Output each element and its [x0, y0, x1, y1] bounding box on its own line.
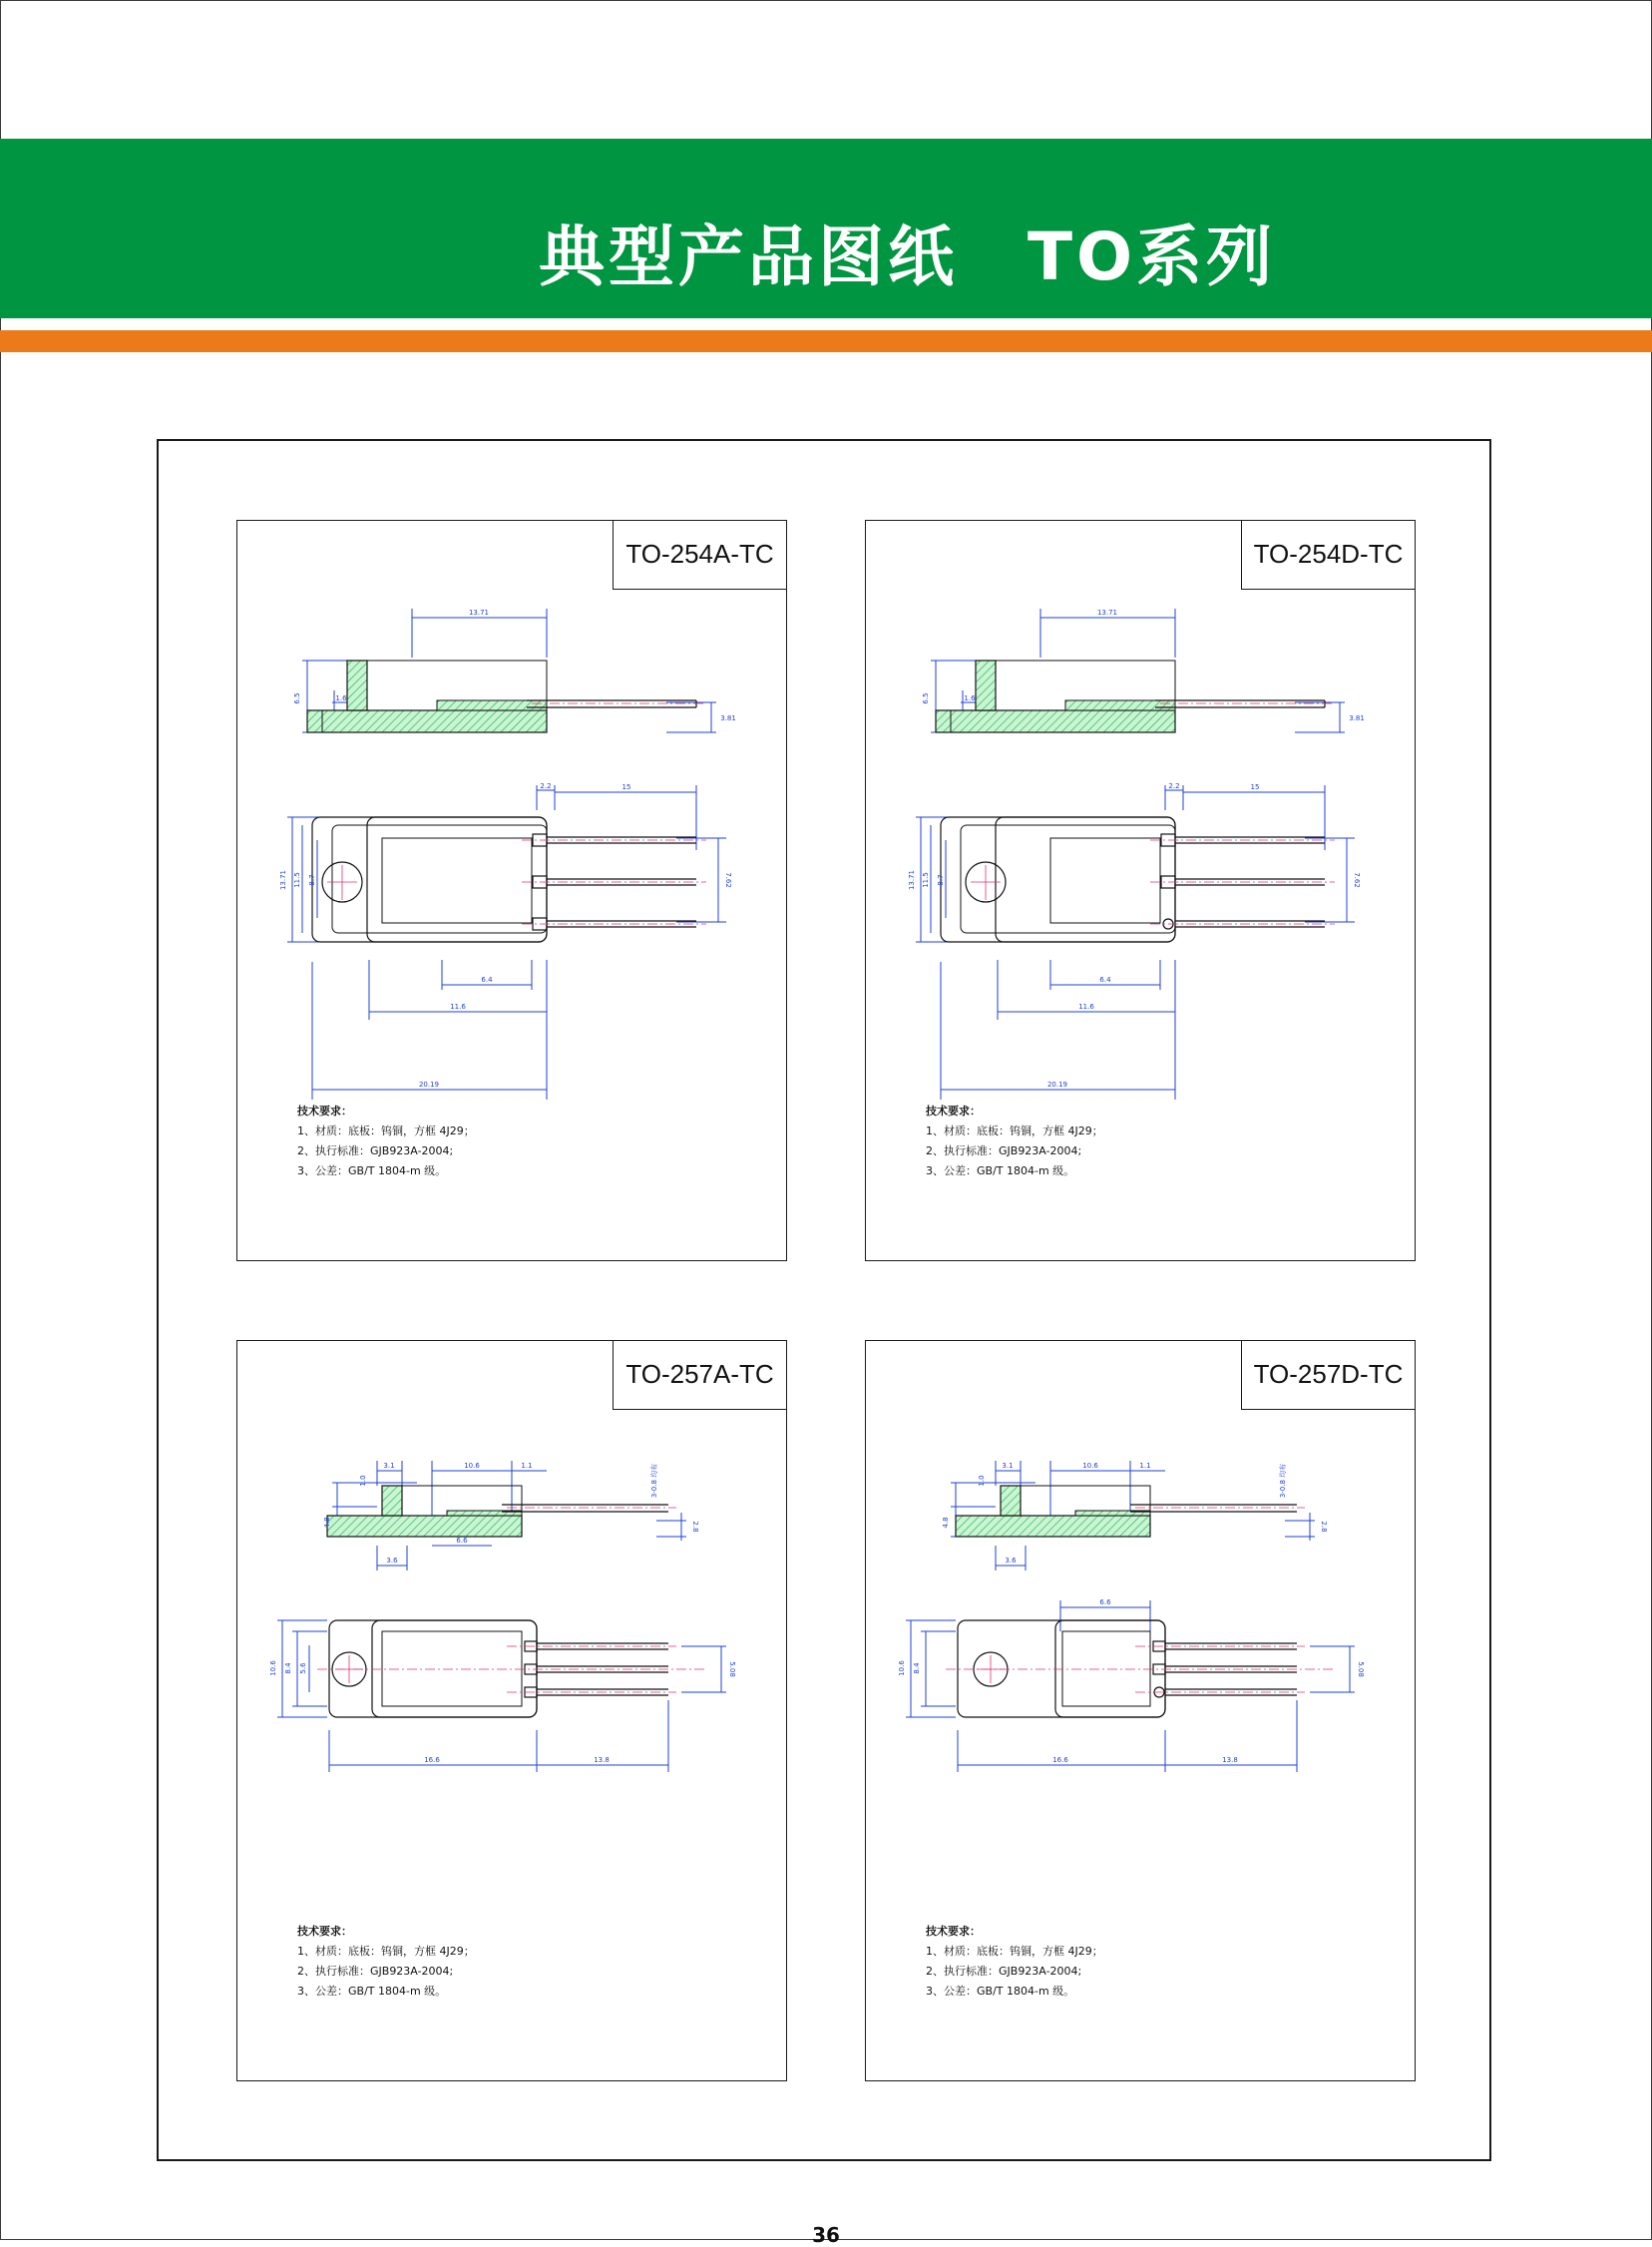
tech-requirement-line: 2、执行标准：GJB923A-2004;: [297, 1144, 454, 1157]
dim-top-c: 1.1: [1139, 1462, 1151, 1470]
tech-requirement-line: 1、材质：底板：钨铜，方框 4J29；: [297, 1124, 475, 1137]
dim-total: 20.19: [418, 1081, 440, 1089]
dim-height: 6.5: [922, 692, 930, 704]
tech-requirements: [297, 1922, 475, 2002]
dim-b: 11.6: [1078, 1003, 1094, 1011]
dim-pin-gap: 2.2: [540, 782, 552, 790]
dim-hole-h: 8.7: [937, 874, 945, 886]
tech-requirement-line: 3、公差：GB/T 1804-m 级。: [926, 1985, 1075, 1998]
dim-total: 16.6: [424, 1756, 440, 1764]
dim-top-a: 1.0: [359, 1475, 367, 1487]
drawing-to-257a-tc: [236, 1340, 787, 2081]
dim-width: 13.71: [1096, 609, 1118, 617]
tech-requirements-title: 技术要求：: [297, 1925, 352, 1938]
dim-pin-len: 15: [1250, 783, 1260, 791]
drawing-to-257d-tc: [865, 1340, 1416, 2081]
tech-requirement-line: 2、执行标准：GJB923A-2004;: [926, 1144, 1082, 1157]
dim-base-w: 3.6: [386, 1557, 398, 1565]
tech-requirement-line: 3、公差：GB/T 1804-m 级。: [297, 1985, 447, 1998]
dim-pin-gap: 2.2: [1168, 782, 1180, 790]
dim-pitch: 5.08: [728, 1661, 736, 1677]
dim-top-b: 3.1: [1002, 1462, 1014, 1470]
dim-pin-h: 3.81: [1349, 714, 1365, 722]
dim-body-h: 13.71: [908, 869, 916, 891]
dim-inner-h: 8.4: [284, 1662, 292, 1674]
dim-width: 13.71: [468, 609, 490, 617]
drawing-title: TO-257D-TC: [1241, 1340, 1416, 1410]
dim-inner-h: 8.4: [913, 1662, 921, 1674]
tech-requirements-title: 技术要求：: [926, 1105, 981, 1118]
dim-side-h: 4.8: [942, 1517, 950, 1529]
tech-requirements: [926, 1102, 1103, 1181]
dim-height: 6.5: [293, 692, 301, 704]
dim-hole-h: 8.7: [308, 874, 316, 886]
dim-top-c: 1.1: [521, 1462, 533, 1470]
dim-step-w: 6.6: [456, 1537, 468, 1545]
tech-requirement-line: 1、材质：底板：钨铜，方框 4J29；: [926, 1124, 1103, 1137]
drawing-to-254a-tc: [236, 520, 787, 1261]
dim-pitch: 7.62: [1353, 872, 1361, 888]
drawing-to-254d-tc: [865, 520, 1416, 1261]
dim-base: 1.6: [335, 694, 347, 702]
dim-pitch: 5.08: [1357, 1661, 1365, 1677]
tech-requirements-title: 技术要求：: [926, 1925, 981, 1938]
dim-inner-w: 6.6: [1099, 1598, 1111, 1606]
dim-a: 6.4: [1099, 976, 1111, 984]
dim-body-h: 10.6: [269, 1660, 277, 1676]
dim-top-b: 3.1: [383, 1462, 395, 1470]
dim-base: 1.6: [964, 694, 976, 702]
orange-accent-bar: [0, 330, 1652, 352]
page-title: 典型产品图纸 TO系列: [539, 219, 1277, 295]
drawing-title: TO-254A-TC: [613, 520, 787, 590]
dim-pin-len: 13.8: [594, 1756, 610, 1764]
tech-requirements: [297, 1102, 475, 1181]
dim-total: 16.6: [1052, 1756, 1068, 1764]
dim-total: 20.19: [1046, 1081, 1068, 1089]
dim-pin-len: 15: [621, 783, 631, 791]
dim-top-w: 10.6: [464, 1462, 480, 1470]
tech-requirement-line: 1、材质：底板：钨铜，方框 4J29；: [297, 1945, 475, 1958]
drawing-title: TO-257A-TC: [613, 1340, 787, 1410]
dim-body-h: 13.71: [279, 869, 287, 891]
dim-pin-len: 13.8: [1222, 1756, 1238, 1764]
tech-requirement-line: 2、执行标准：GJB923A-2004;: [297, 1965, 454, 1978]
dim-inner-h: 11.5: [293, 872, 301, 888]
dim-pin-h: 2.8: [691, 1521, 699, 1533]
drawing-title: TO-254D-TC: [1241, 520, 1416, 590]
dim-pin-h: 2.8: [1320, 1521, 1328, 1533]
dim-top-a: 1.0: [978, 1475, 986, 1487]
page-number: 36: [812, 2223, 840, 2247]
dim-b: 11.6: [450, 1003, 466, 1011]
tech-requirement-line: 1、材质：底板：钨铜，方框 4J29；: [926, 1945, 1103, 1958]
tech-requirements-title: 技术要求：: [297, 1105, 352, 1118]
tech-requirement-line: 2、执行标准：GJB923A-2004;: [926, 1965, 1082, 1978]
tech-requirement-line: 3、公差：GB/T 1804-m 级。: [297, 1164, 447, 1177]
dim-pitch: 7.62: [724, 872, 732, 888]
dim-top-w: 10.6: [1082, 1462, 1098, 1470]
dim-side-h: 4.8: [323, 1517, 331, 1529]
tech-requirements: [926, 1922, 1103, 2002]
dim-pins-note: 3-0.8 均布: [650, 1463, 658, 1499]
dim-pin-h: 3.81: [720, 714, 736, 722]
dim-pins-note: 3-0.8 均布: [1279, 1463, 1287, 1499]
dim-a: 6.4: [481, 976, 493, 984]
dim-base-w: 3.6: [1005, 1557, 1017, 1565]
dim-hole-h: 5.6: [299, 1662, 307, 1674]
drawings-frame: [157, 439, 1491, 2161]
dim-inner-h: 11.5: [922, 872, 930, 888]
dim-body-h: 10.6: [898, 1660, 906, 1676]
tech-requirement-line: 3、公差：GB/T 1804-m 级。: [926, 1164, 1075, 1177]
